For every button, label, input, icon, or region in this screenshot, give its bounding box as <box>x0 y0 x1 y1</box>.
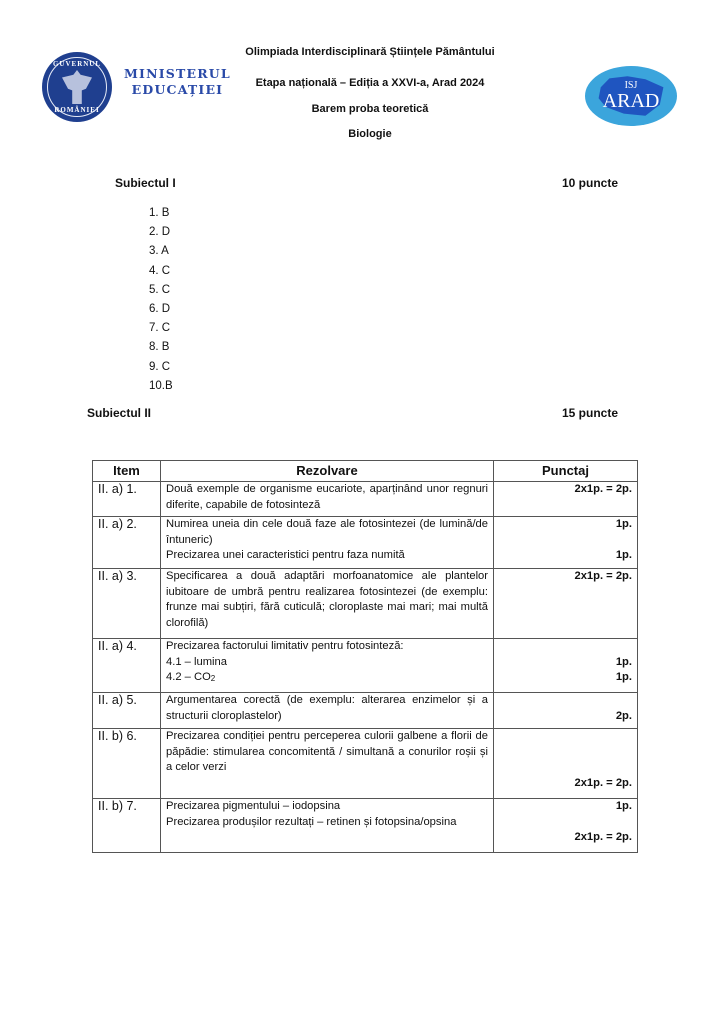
punctaj-cell <box>494 693 638 729</box>
header-item: Item <box>93 461 161 482</box>
punctaj-cell <box>494 569 638 639</box>
answer-item: 10.B <box>149 379 173 392</box>
answer-item: 1. B <box>149 207 170 219</box>
punctaj-value: 1p. <box>615 800 632 812</box>
answer-item: 8. B <box>149 341 170 354</box>
rezolvare-text: 4.1 – lumina <box>166 655 227 668</box>
answer-item: 4. C <box>149 264 171 277</box>
answer-item: 5. C <box>149 283 171 296</box>
subject-2-title: Subiectul II <box>87 406 152 420</box>
answer-item: 9. C <box>149 360 171 373</box>
seal-ring <box>47 57 107 117</box>
punctaj-value: 1p. <box>615 655 632 668</box>
table-row <box>93 799 638 853</box>
rezolvare-text: Numirea uneia din cele două faze ale fotosintezei (de lumină/de întuneric) <box>166 518 488 546</box>
rezolvare-text: Precizarea factorului limitativ pentru fotosinteză: <box>166 640 404 652</box>
answer-item: 3. A <box>149 245 169 258</box>
logo-text-isj: ISJ <box>624 80 638 91</box>
item-cell: II. a) 3. <box>93 569 161 639</box>
ministry-line: EDUCAȚIEI <box>131 82 224 97</box>
rezolvare-cell <box>161 569 494 639</box>
header-rezolvare: Rezolvare <box>161 461 494 482</box>
rezolvare-text-co2 <box>166 670 488 686</box>
subject-1-points: 10 puncte <box>562 176 619 190</box>
answer-item: 7. C <box>149 322 171 335</box>
document-title-olympiad: Olimpiada Interdisciplinară Științele Pământului <box>245 46 495 58</box>
table-row <box>93 639 638 693</box>
punctaj-cell <box>494 639 638 693</box>
document-title-stage: Etapa națională – Ediția a XXVI-a, Arad 2024 <box>255 77 485 89</box>
government-romania-seal-icon <box>42 52 112 122</box>
ministry-line: MINISTERUL <box>124 66 231 81</box>
co2-subscript: 2 <box>210 674 216 683</box>
subject-1-answers <box>149 204 173 396</box>
punctaj-value: 2x1p. = 2p. <box>574 776 632 789</box>
table-row <box>93 729 638 799</box>
rezolvare-text: Precizarea unei caracteristici pentru faza numită <box>166 549 405 561</box>
punctaj-cell <box>494 799 638 853</box>
rezolvare-cell <box>161 482 494 517</box>
table-row <box>93 693 638 729</box>
rezolvare-cell <box>161 639 494 693</box>
punctaj-value: 1p. <box>615 518 632 530</box>
punctaj-cell <box>494 729 638 799</box>
isj-arad-logo-icon <box>585 66 677 126</box>
rezolvare-cell <box>161 729 494 799</box>
rezolvare-text: Argumentarea corectă (de exemplu: alterarea enzimelor și a structurii cloroplastelor) <box>166 694 488 722</box>
item-cell: II. a) 1. <box>93 482 161 517</box>
seal-text-top: GUVERNUL <box>52 60 102 68</box>
seal-text-bottom: ROMÂNIEI <box>54 106 100 114</box>
table-row <box>93 569 638 639</box>
item-cell: II. b) 6. <box>93 729 161 799</box>
subject-1-title: Subiectul I <box>115 176 176 190</box>
document-title-subject: Biologie <box>348 128 392 140</box>
rezolvare-text: Două exemple de organisme eucariote, aparținând unor regnuri diferite, capabile de fotosinteză <box>166 483 488 511</box>
item-cell: II. b) 7. <box>93 799 161 853</box>
rezolvare-cell <box>161 799 494 853</box>
punctaj-value: 2x1p. = 2p. <box>574 570 632 582</box>
grading-table <box>92 460 638 853</box>
co2-text: 4.2 – CO <box>166 671 211 683</box>
punctaj-value: 2x1p. = 2p. <box>574 831 632 843</box>
rezolvare-text: Specificarea a două adaptări morfoanatomice ale plantelor iubitoare de umbră pentru realizarea fotosintezei (de exemplu: frunze mai subțiri, fără cuticulă; cloroplaste mai mari; mai multă clorofilă) <box>166 570 488 629</box>
rezolvare-text: Precizarea condiției pentru perceperea culorii galbene a florii de păpădie: stimularea concomitentă / simultană a conurilor roșii și a celor verzi <box>166 730 488 773</box>
subject-2-points: 15 puncte <box>562 406 619 420</box>
punctaj-cell <box>494 517 638 569</box>
rezolvare-text: Precizarea produșilor rezultați – retinen și fotopsina/opsina <box>166 815 457 828</box>
punctaj-cell <box>494 482 638 517</box>
answer-item: 2. D <box>149 226 171 239</box>
item-cell: II. a) 4. <box>93 639 161 693</box>
table-header-row <box>93 461 638 482</box>
answer-item: 6. D <box>149 302 171 315</box>
punctaj-value: 2p. <box>615 709 632 722</box>
eagle-icon <box>62 70 92 104</box>
document-title-barem: Barem proba teoretică <box>311 103 429 115</box>
item-cell: II. a) 5. <box>93 693 161 729</box>
table-row <box>93 517 638 569</box>
item-cell: II. a) 2. <box>93 517 161 569</box>
header-punctaj: Punctaj <box>494 461 638 482</box>
punctaj-value: 1p. <box>615 549 632 561</box>
punctaj-value: 1p. <box>615 671 632 683</box>
table-row <box>93 482 638 517</box>
rezolvare-cell <box>161 693 494 729</box>
rezolvare-cell <box>161 517 494 569</box>
logo-text-arad: ARAD <box>602 90 660 112</box>
punctaj-value: 2x1p. = 2p. <box>574 483 632 495</box>
rezolvare-text: Precizarea pigmentului – iodopsina <box>166 800 341 812</box>
